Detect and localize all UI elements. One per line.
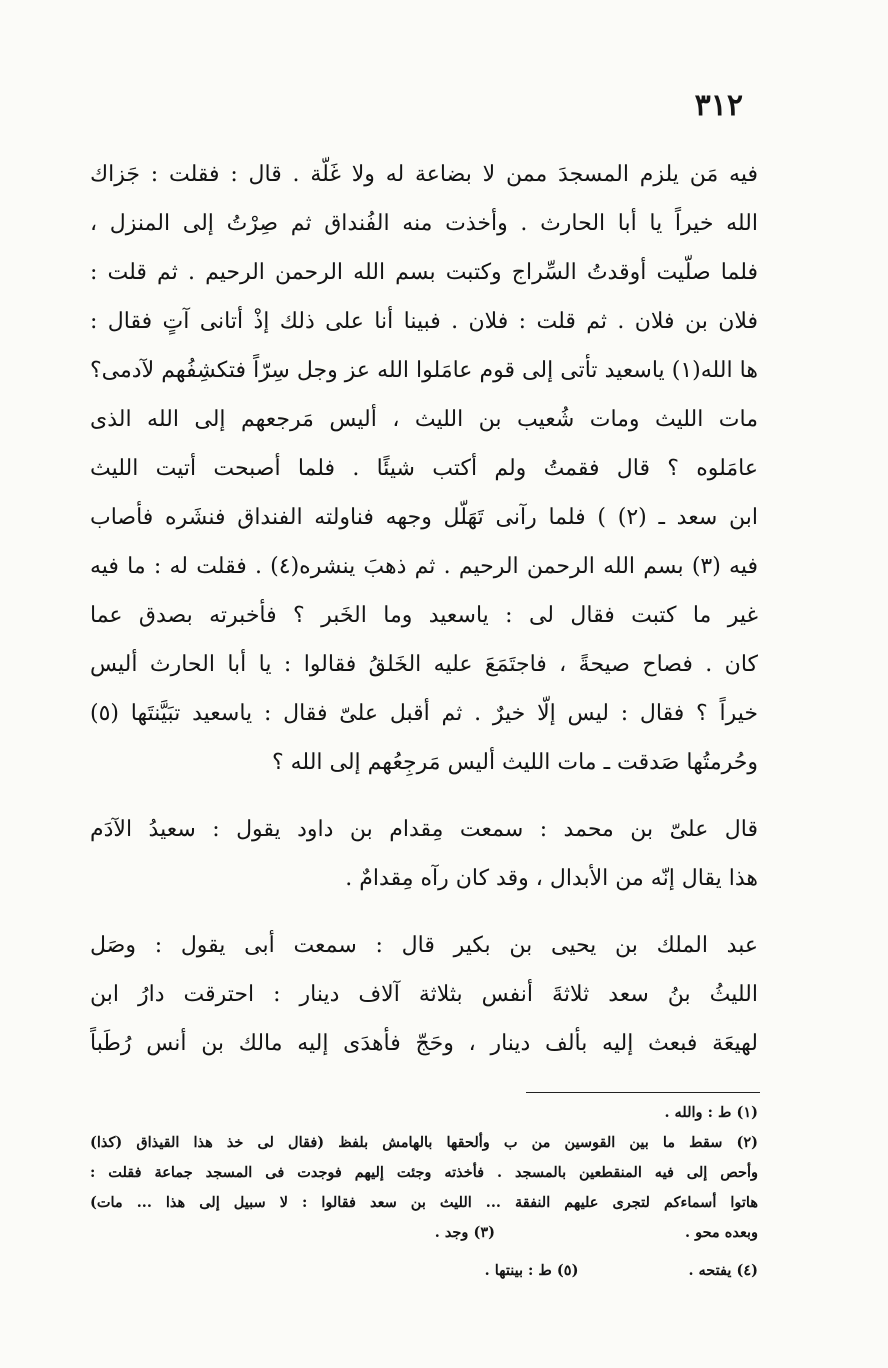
- footnote-2-line: (٢) سقط ما بين القوسين من ب وألحقها بالهامش بلفظ (فقال لى خذ هذا القيذاق (كذا): [90, 1134, 758, 1151]
- text-line: هذا يقال إنّه من الأبدال ، وقد كان رآه مِقدامٌ .: [345, 866, 758, 891]
- text-line: ها الله(١) ياسعيد تأتى إلى قوم عامَلوا الله عز وجل سِرّاً فتكشِفُهم لآدمى؟: [90, 358, 758, 383]
- text-line: مات الليث ومات شُعيب بن الليث ، أليس مَرجعهم إلى الله الذى: [90, 407, 758, 432]
- text-line: فيه مَن يلزم المسجدَ ممن لا بضاعة له ولا غَلّة . قال : فقلت : جَزاك: [90, 162, 758, 187]
- paragraph: [90, 150, 758, 787]
- footnote-2-tail: وبعده محو .: [684, 1224, 758, 1241]
- text-line: ابن سعد ـ (٢) ) فلما رآنى تَهَلّل وجهه فناولته الفنداق فنشَره فأصاب: [90, 505, 758, 530]
- footnote-row: [90, 1218, 758, 1248]
- paragraph: [90, 805, 758, 903]
- text-line: فلما صلّيت أوقدتُ السِّراج وكتبت بسم الله الرحمن الرحيم . ثم قلت :: [90, 260, 758, 285]
- text-line: عامَلوه ؟ قال فقمتُ ولم أكتب شيئًا . فلما أصبحت أتيت الليث: [90, 456, 758, 481]
- footnote-5: (٥) ط : بينتها .: [484, 1262, 579, 1279]
- text-line: فيه (٣) بسم الله الرحمن الرحيم . ثم ذهبَ ينشره(٤) . فقلت له : ما فيه: [90, 554, 758, 579]
- footnote-4: (٤) يفتحه .: [688, 1262, 758, 1279]
- text-line: غير ما كتبت فقال لى : ياسعيد وما الخَبر ؟ فأخبرته بصدق عما: [90, 603, 758, 628]
- text-line: الله خيراً يا أبا الحارث . وأخذت منه الفُنداق ثم صِرْتُ إلى المنزل ،: [90, 211, 758, 236]
- main-text: [90, 150, 758, 1068]
- footnotes: [90, 1098, 758, 1286]
- paragraph: [90, 921, 758, 1068]
- text-line: عبد الملك بن يحيى بن بكير قال : سمعت أبى يقول : وصَل: [90, 933, 758, 958]
- page-number: ٣١٢: [694, 88, 743, 123]
- footnote-3: (٣) وجد .: [434, 1224, 495, 1241]
- footnote-row: [90, 1256, 758, 1286]
- text-line: وحُرمتُها صَدقت ـ مات الليث أليس مَرجِعُهم إلى الله ؟: [271, 750, 758, 775]
- text-line: فلان بن فلان . ثم قلت : فلان . فبينا أنا على ذلك إذْ أتانى آتٍ فقال :: [90, 309, 758, 334]
- footnote-1: (١) ط : والله .: [664, 1104, 758, 1121]
- text-line: كان . فصاح صيحةً ، فاجتَمَعَ عليه الخَلقُ فقالوا : يا أبا الحارث أليس: [90, 652, 758, 677]
- text-line: الليثُ بنُ سعد ثلاثةَ أنفس بثلاثة آلاف دينار : احترقت دارُ ابن: [90, 982, 758, 1007]
- footnote-separator: [526, 1092, 760, 1093]
- footnote-2-line: هاتوا أسماءكم لتجرى عليهم النفقة ... الليث بن سعد فقالوا : لا سبيل إلى هذا ... مات): [90, 1194, 758, 1211]
- text-line: خيراً ؟ فقال : ليس إلّا خيرٌ . ثم أقبل علىّ فقال : ياسعيد تبَيَّنتَها (٥): [90, 701, 758, 726]
- footnote-2-line: وأحص إلى فيه المنقطعين بالمسجد . فأخذته وجئت إليهم فوجدت فى المسجد جماعة فقلت :: [90, 1164, 758, 1181]
- text-line: قال علىّ بن محمد : سمعت مِقدام بن داود يقول : سعيدُ الآدَم: [90, 817, 758, 842]
- text-line: لهيعَة فبعث إليه بألف دينار ، وحَجّ فأهدَى إليه مالك بن أنس رُطَباً: [90, 1031, 758, 1056]
